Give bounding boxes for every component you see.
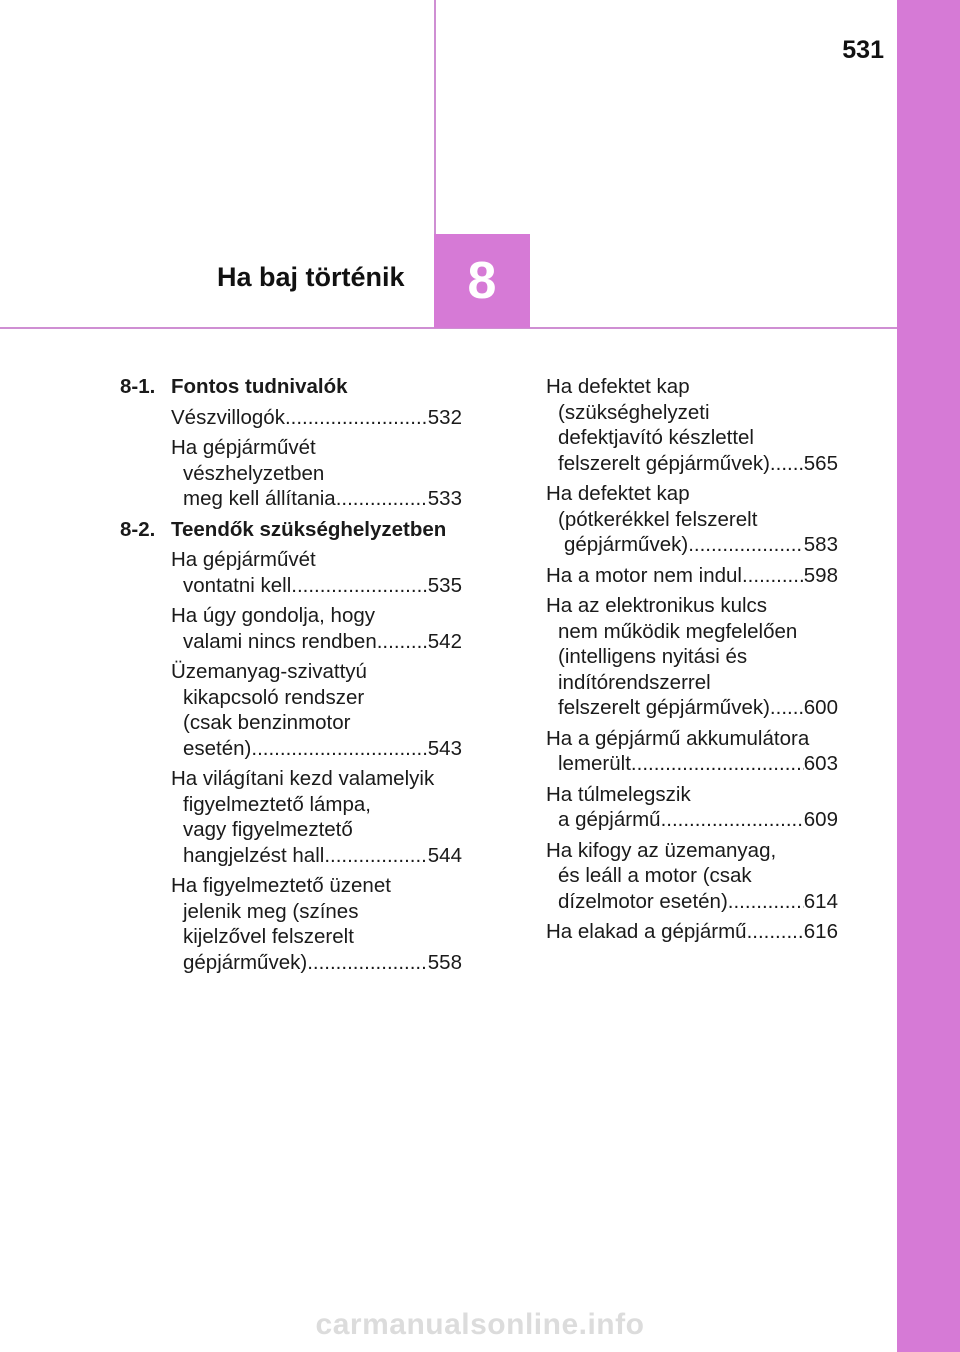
toc-entry-text: defektjavító készlettel — [558, 426, 754, 449]
section-entries — [120, 547, 462, 975]
toc-left-column — [120, 374, 462, 980]
dot-leader — [324, 843, 427, 869]
section-heading — [120, 517, 462, 543]
toc-entry-text: vagy figyelmeztető — [183, 818, 353, 841]
toc-entry-text: Üzemanyag-szivattyú — [171, 660, 367, 683]
toc-entry-text: Vészvillogók — [171, 405, 285, 429]
toc-entry-text: Ha gépjárművét — [171, 548, 316, 571]
toc-entry-text: Ha defektet kap — [546, 482, 690, 505]
toc-entry-text: dízelmotor esetén) — [558, 889, 728, 913]
toc-entry-text: Ha defektet kap — [546, 375, 690, 398]
toc-entry-text: lemerült — [558, 752, 631, 775]
toc-entry-text: Ha a gépjármű akkumulátora — [546, 726, 810, 750]
toc-entry[interactable] — [546, 374, 838, 476]
toc-entry[interactable] — [546, 838, 838, 915]
section-heading — [120, 374, 462, 400]
section-title: Teendők szükséghelyzetben — [171, 517, 447, 541]
toc-entry-text: valami nincs rendben — [183, 629, 377, 653]
toc-entry-last-line — [546, 751, 838, 777]
toc-entry-text: és leáll a motor (csak — [558, 864, 752, 887]
dot-leader — [747, 919, 804, 945]
dot-leader — [661, 807, 804, 833]
toc-page-number: 616 — [803, 920, 838, 943]
toc-page-number: 533 — [427, 487, 462, 510]
toc-page-number: 614 — [803, 889, 838, 913]
toc-entry-text: Ha figyelmeztető üzenet — [171, 874, 391, 897]
dot-leader — [336, 486, 428, 512]
toc-entry[interactable] — [171, 659, 462, 761]
toc-entry-text: Ha elakad a gépjármű — [546, 920, 747, 943]
dot-leader — [770, 695, 804, 721]
toc-entry-text: indítórendszerrel — [558, 670, 711, 694]
toc-entry-text: felszerelt gépjárművek) — [558, 696, 770, 719]
toc-entry-last-line — [546, 889, 838, 915]
toc-entry-text: (csak benzinmotor — [183, 711, 351, 734]
toc-entry-last-line — [171, 736, 462, 762]
toc-entry-last-line — [546, 807, 838, 833]
toc-entry-text: gépjárművek) — [183, 950, 308, 974]
section-entries — [120, 405, 462, 512]
toc-entry-last-line — [546, 451, 838, 477]
toc-page-number: 609 — [803, 808, 838, 831]
toc-entry[interactable] — [171, 405, 462, 431]
toc-entry[interactable] — [171, 766, 462, 868]
toc-entry[interactable] — [546, 726, 838, 777]
dot-leader — [377, 629, 428, 655]
toc-entry-last-line — [546, 563, 838, 589]
toc-page-number: 535 — [427, 573, 462, 597]
toc-entry-text: hangjelzést hall — [183, 843, 325, 867]
dot-leader — [291, 573, 428, 599]
toc-entry-last-line — [171, 405, 462, 431]
section-number: 8-1. — [120, 375, 156, 398]
toc-page-number: 583 — [803, 533, 838, 556]
dot-leader — [631, 751, 804, 777]
toc-page-number: 598 — [803, 563, 838, 587]
toc-entry[interactable] — [546, 481, 838, 558]
toc-entry-text: esetén) — [183, 736, 252, 760]
toc-entry-last-line — [171, 486, 462, 512]
toc-entry-text: Ha túlmelegszik — [546, 782, 691, 806]
toc-page-number: 600 — [803, 696, 838, 719]
section-number: 8-2. — [120, 517, 156, 541]
toc-entry-text: (pótkerékkel felszerelt — [558, 507, 758, 531]
toc-entry[interactable] — [546, 593, 838, 721]
toc-entry[interactable] — [546, 563, 838, 589]
toc-page-number: 532 — [427, 405, 462, 429]
toc-entry-text: Ha úgy gondolja, hogy — [171, 604, 376, 627]
toc-entry-text: kikapcsoló rendszer — [183, 685, 365, 709]
toc-entry-text: Ha világítani kezd valamelyik — [171, 767, 435, 790]
chapter-title: Ha baj történik — [217, 262, 405, 292]
toc-entry-text: (szükséghelyzeti — [558, 400, 710, 424]
toc-entry-text: Ha a motor nem indul — [546, 563, 742, 587]
watermark: carmanualsonline.info — [315, 1308, 645, 1341]
toc-entry-text: vészhelyzetben — [183, 461, 325, 485]
toc-entry[interactable] — [171, 435, 462, 512]
vertical-divider — [434, 0, 436, 236]
dot-leader — [251, 736, 427, 762]
dot-leader — [770, 451, 804, 477]
toc-entry-text: Ha kifogy az üzemanyag, — [546, 838, 777, 862]
section-title: Fontos tudnivalók — [171, 375, 348, 398]
toc-entry-text: nem működik megfelelően — [558, 619, 798, 643]
dot-leader — [285, 405, 428, 431]
chapter-number: 8 — [467, 252, 497, 310]
toc-right-column — [546, 374, 838, 950]
toc-page-number: 543 — [427, 736, 462, 760]
toc-page-number: 542 — [427, 629, 462, 653]
dot-leader — [307, 950, 428, 976]
toc-page-number: 558 — [427, 950, 462, 974]
toc-entry-text: meg kell állítania — [183, 487, 336, 510]
toc-entry-text: jelenik meg (színes — [183, 899, 359, 923]
toc-page-number: 603 — [803, 752, 838, 775]
toc-entry-last-line — [171, 843, 462, 869]
toc-page-number: 544 — [427, 843, 462, 867]
chapter-number-box — [434, 234, 530, 328]
toc-entry-last-line — [546, 532, 838, 558]
toc-entry-text: felszerelt gépjárművek) — [558, 451, 770, 475]
dot-leader — [688, 532, 804, 558]
toc-entry[interactable] — [546, 919, 838, 945]
toc-entry[interactable] — [546, 782, 838, 833]
page-number: 531 — [842, 36, 884, 64]
toc-entry-last-line — [171, 573, 462, 599]
toc-entry-text: Ha gépjárművét — [171, 436, 316, 459]
toc-page-number: 565 — [803, 451, 838, 475]
toc-entry[interactable] — [171, 547, 462, 598]
toc-entry-text: gépjárművek) — [564, 533, 689, 556]
toc-entry-text: (intelligens nyitási és — [558, 645, 748, 668]
toc-entry[interactable] — [171, 873, 462, 975]
toc-entry-text: figyelmeztető lámpa, — [183, 792, 372, 816]
dot-leader — [742, 563, 804, 589]
toc-entry-text: a gépjármű — [558, 808, 661, 831]
toc-entry-last-line — [546, 695, 838, 721]
toc-entry[interactable] — [171, 603, 462, 654]
toc-entry-last-line — [171, 950, 462, 976]
chapter-side-tab — [897, 0, 960, 1352]
dot-leader — [728, 889, 804, 915]
toc-entry-last-line — [171, 629, 462, 655]
toc-entry-text: kijelzővel felszerelt — [183, 925, 354, 948]
toc-entry-text: vontatni kell — [183, 573, 292, 597]
toc-entry-text: Ha az elektronikus kulcs — [546, 594, 768, 617]
toc-entry-last-line — [546, 919, 838, 945]
